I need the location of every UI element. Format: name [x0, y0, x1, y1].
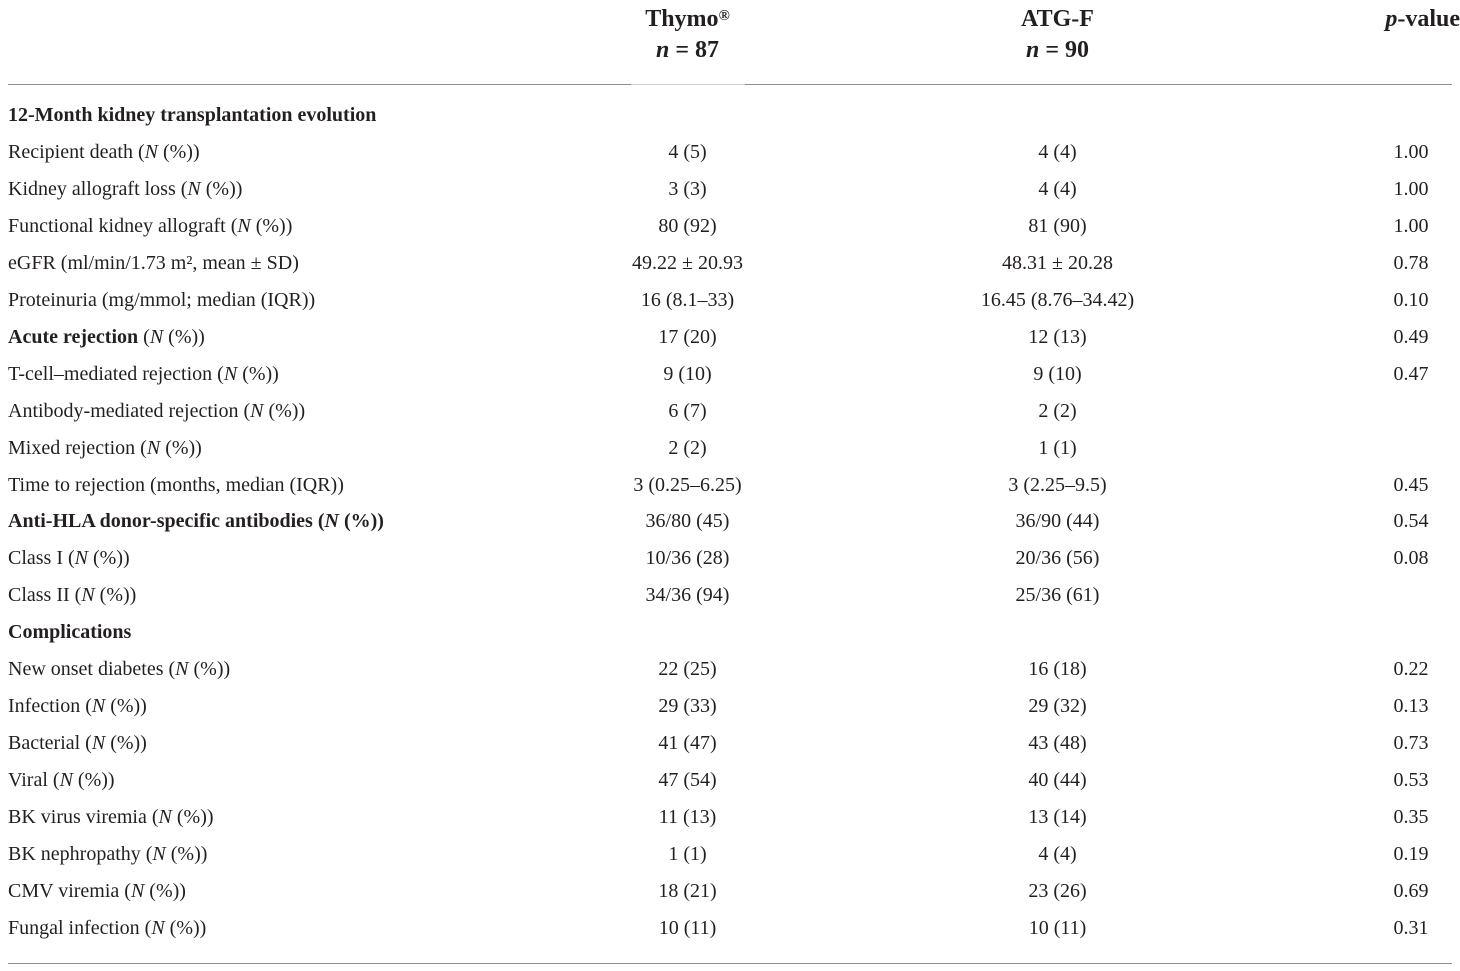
p-value: 1.00 [1393, 140, 1429, 163]
table-row [0, 134, 1460, 171]
atgf-value: 4 (4) [1038, 177, 1077, 200]
table-row [0, 97, 1460, 134]
row-label [8, 319, 205, 356]
p-value: 0.10 [1393, 288, 1429, 311]
row-label-n: N [237, 214, 251, 237]
row-label-suffix: (%)) [157, 140, 200, 163]
row-label-suffix: (%)) [200, 177, 243, 200]
row-label-suffix: (%)) [338, 510, 384, 533]
atgf-value: 4 (4) [1038, 843, 1077, 865]
thymo-value: 1 (1) [668, 843, 707, 865]
row-label-text: Fungal infection ( [8, 916, 152, 939]
row-label-n: N [146, 436, 161, 459]
thymo-value: 9 (10) [663, 362, 712, 385]
table-row [0, 799, 1460, 836]
p-value: 0.45 [1393, 473, 1429, 496]
row-label-text: Mixed rejection ( [8, 436, 147, 459]
row-label-text: Proteinuria (mg/mmol; median (IQR)) [8, 288, 316, 311]
header-rule-middle [745, 84, 1370, 85]
table-row [0, 356, 1460, 393]
row-label-text: 12-Month kidney transplantation evolution [8, 104, 377, 126]
row-label [8, 282, 315, 319]
row-label [8, 540, 130, 577]
row-label [8, 910, 206, 947]
row-label-suffix: (%)) [94, 584, 137, 607]
row-label [8, 688, 147, 725]
row-label-n: N [324, 510, 339, 533]
header-rule-pvalue [1370, 84, 1452, 85]
row-label [8, 725, 147, 762]
thymo-value: 10/36 (28) [645, 547, 730, 570]
header-rule-left [8, 84, 631, 85]
row-label [8, 873, 186, 910]
row-label-text: Viral ( [8, 769, 60, 792]
row-label-text: BK virus viremia ( [8, 806, 159, 829]
row-label-suffix: (%)) [171, 806, 214, 829]
row-label-text: BK nephropathy ( [8, 843, 153, 865]
header-atgf-n-var: n [1025, 37, 1040, 63]
p-value: 0.54 [1393, 510, 1429, 533]
row-label-suffix: (%)) [188, 658, 231, 681]
thymo-value: 16 (8.1–33) [640, 288, 735, 311]
row-label-text: Antibody-mediated rejection ( [8, 399, 251, 422]
table-row [0, 503, 1460, 540]
row-label-text: Complications [8, 621, 132, 644]
thymo-value: 11 (13) [658, 806, 717, 829]
thymo-value: 10 (11) [658, 916, 717, 939]
atgf-value: 48.31 ± 20.28 [1002, 251, 1113, 274]
row-label-text: CMV viremia ( [8, 879, 131, 902]
row-label [8, 651, 230, 688]
row-label-text: eGFR (ml/min/1.73 m², mean ± SD) [8, 251, 299, 274]
header-thymo [560, 4, 815, 66]
table-row [0, 762, 1460, 799]
row-label-text: New onset diabetes ( [8, 658, 176, 681]
thymo-value: 29 (33) [658, 695, 717, 718]
table-row [0, 614, 1460, 651]
row-label [8, 836, 207, 873]
table-row [0, 836, 1460, 873]
row-label [8, 799, 214, 836]
p-value: 0.13 [1393, 695, 1429, 718]
p-value: 1.00 [1393, 177, 1429, 200]
table-row [0, 725, 1460, 762]
row-label-text: Class II ( [8, 584, 82, 607]
thymo-value: 18 (21) [658, 879, 717, 902]
thymo-value: 3 (3) [668, 177, 707, 200]
row-label-text: Functional kidney allograft ( [8, 214, 238, 237]
thymo-value: 49.22 ± 20.93 [632, 251, 743, 274]
table-row [0, 577, 1460, 614]
p-value: 0.53 [1393, 769, 1429, 792]
table-row [0, 467, 1460, 504]
row-label-n: N [250, 399, 264, 422]
row-label [8, 208, 292, 245]
row-label-n: N [152, 843, 166, 865]
thymo-value: 2 (2) [668, 436, 707, 459]
row-label [8, 577, 136, 614]
row-label-n: N [151, 916, 165, 939]
row-label-text: Anti-HLA donor-specific antibodies ( [8, 510, 325, 533]
atgf-value: 10 (11) [1028, 916, 1087, 939]
row-label [8, 503, 384, 540]
row-label-suffix: (%)) [105, 732, 147, 755]
table-row [0, 208, 1460, 245]
atgf-value: 16 (18) [1028, 658, 1087, 681]
atgf-value: 36/90 (44) [1015, 510, 1100, 533]
row-label [8, 614, 131, 651]
row-label [8, 97, 376, 134]
thymo-value: 6 (7) [668, 399, 707, 422]
p-value: 0.73 [1393, 732, 1429, 755]
row-label-suffix: (%)) [250, 214, 293, 237]
atgf-value: 23 (26) [1028, 879, 1087, 902]
row-label-n: N [59, 769, 73, 792]
p-value: 0.19 [1393, 843, 1429, 865]
row-label-n: N [149, 325, 164, 348]
row-label-n: N [130, 879, 145, 902]
header-thymo-name: Thymo [645, 6, 719, 32]
row-label [8, 171, 242, 208]
table-row [0, 393, 1460, 430]
thymo-value: 17 (20) [658, 325, 717, 348]
atgf-value: 9 (10) [1033, 362, 1082, 385]
thymo-value: 36/80 (45) [645, 510, 730, 533]
row-label-text: Infection ( [8, 695, 92, 718]
row-label-text: Acute rejection [8, 325, 139, 348]
atgf-value: 12 (13) [1028, 325, 1087, 348]
thymo-value: 80 (92) [658, 214, 717, 237]
thymo-value: 41 (47) [658, 732, 717, 755]
row-label-n: N [175, 658, 189, 681]
p-value: 0.69 [1393, 879, 1429, 902]
row-label [8, 430, 202, 467]
p-value: 0.78 [1393, 251, 1429, 274]
table-row [0, 540, 1460, 577]
row-label-mid: ( [138, 325, 150, 348]
thymo-value: 22 (25) [658, 658, 717, 681]
row-label-text: Class I ( [8, 547, 75, 570]
atgf-value: 2 (2) [1038, 399, 1077, 422]
row-label [8, 467, 344, 504]
table-row [0, 319, 1460, 356]
row-label-suffix: (%)) [163, 325, 205, 348]
row-label-suffix: (%)) [164, 916, 207, 939]
p-value: 0.49 [1393, 325, 1429, 348]
row-label-n: N [144, 140, 158, 163]
atgf-value: 20/36 (56) [1015, 547, 1100, 570]
row-label [8, 762, 115, 799]
p-value: 0.35 [1393, 806, 1429, 829]
header-p-var: p [1385, 6, 1398, 32]
atgf-value: 40 (44) [1028, 769, 1087, 792]
row-label-text: T-cell–mediated rejection ( [8, 362, 224, 385]
thymo-value: 34/36 (94) [645, 584, 730, 607]
row-label [8, 393, 305, 430]
row-label-text: Time to rejection (months, median (IQR)) [8, 473, 344, 496]
row-label-n: N [81, 584, 95, 607]
table-row [0, 171, 1460, 208]
header-atgf-n-val: = 90 [1039, 37, 1090, 63]
table-row [0, 430, 1460, 467]
header-rule-thymo [631, 84, 745, 85]
row-label-suffix: (%)) [165, 843, 208, 865]
row-label-suffix: (%)) [263, 399, 306, 422]
header-atgf [930, 4, 1185, 66]
table-row [0, 688, 1460, 725]
atgf-value: 3 (2.25–9.5) [1008, 473, 1107, 496]
row-label-suffix: (%)) [88, 547, 130, 570]
p-value: 1.00 [1393, 214, 1429, 237]
table-row [0, 910, 1460, 947]
table-row [0, 245, 1460, 282]
row-label-suffix: (%)) [160, 436, 202, 459]
row-label-suffix: (%)) [105, 695, 147, 718]
p-value: 0.22 [1393, 658, 1429, 681]
atgf-value: 4 (4) [1038, 140, 1077, 163]
atgf-value: 81 (90) [1028, 214, 1087, 237]
row-label-n: N [158, 806, 172, 829]
row-label-suffix: (%)) [144, 879, 186, 902]
row-label-n: N [74, 547, 89, 570]
p-value: 0.08 [1393, 547, 1429, 570]
header-thymo-n-val: = 87 [669, 37, 720, 63]
row-label-text: Kidney allograft loss ( [8, 177, 188, 200]
table-row [0, 873, 1460, 910]
header-p-rest: -value [1397, 6, 1460, 32]
row-label-n: N [187, 177, 201, 200]
p-value: 0.47 [1393, 362, 1429, 385]
header-thymo-n-var: n [655, 37, 670, 63]
atgf-value: 25/36 (61) [1015, 584, 1100, 607]
row-label-suffix: (%)) [72, 769, 115, 792]
atgf-value: 1 (1) [1038, 436, 1077, 459]
thymo-value: 3 (0.25–6.25) [633, 473, 742, 496]
thymo-value: 47 (54) [658, 769, 717, 792]
atgf-value: 13 (14) [1028, 806, 1087, 829]
header-p-value [1340, 4, 1460, 35]
atgf-value: 29 (32) [1028, 695, 1087, 718]
row-label-text: Recipient death ( [8, 140, 145, 163]
header-atgf-name: ATG-F [1021, 6, 1094, 32]
row-label [8, 134, 200, 171]
row-label-n: N [223, 362, 238, 385]
table-row [0, 651, 1460, 688]
atgf-value: 43 (48) [1028, 732, 1087, 755]
bottom-rule [8, 963, 1452, 964]
thymo-value: 4 (5) [668, 140, 707, 163]
row-label-n: N [91, 695, 106, 718]
row-label-text: Bacterial ( [8, 732, 92, 755]
row-label [8, 245, 299, 282]
row-label-suffix: (%)) [237, 362, 279, 385]
row-label [8, 356, 279, 393]
table-row [0, 282, 1460, 319]
registered-mark: ® [718, 8, 730, 24]
p-value: 0.31 [1393, 916, 1429, 939]
atgf-value: 16.45 (8.76–34.42) [980, 288, 1135, 311]
row-label-n: N [91, 732, 106, 755]
